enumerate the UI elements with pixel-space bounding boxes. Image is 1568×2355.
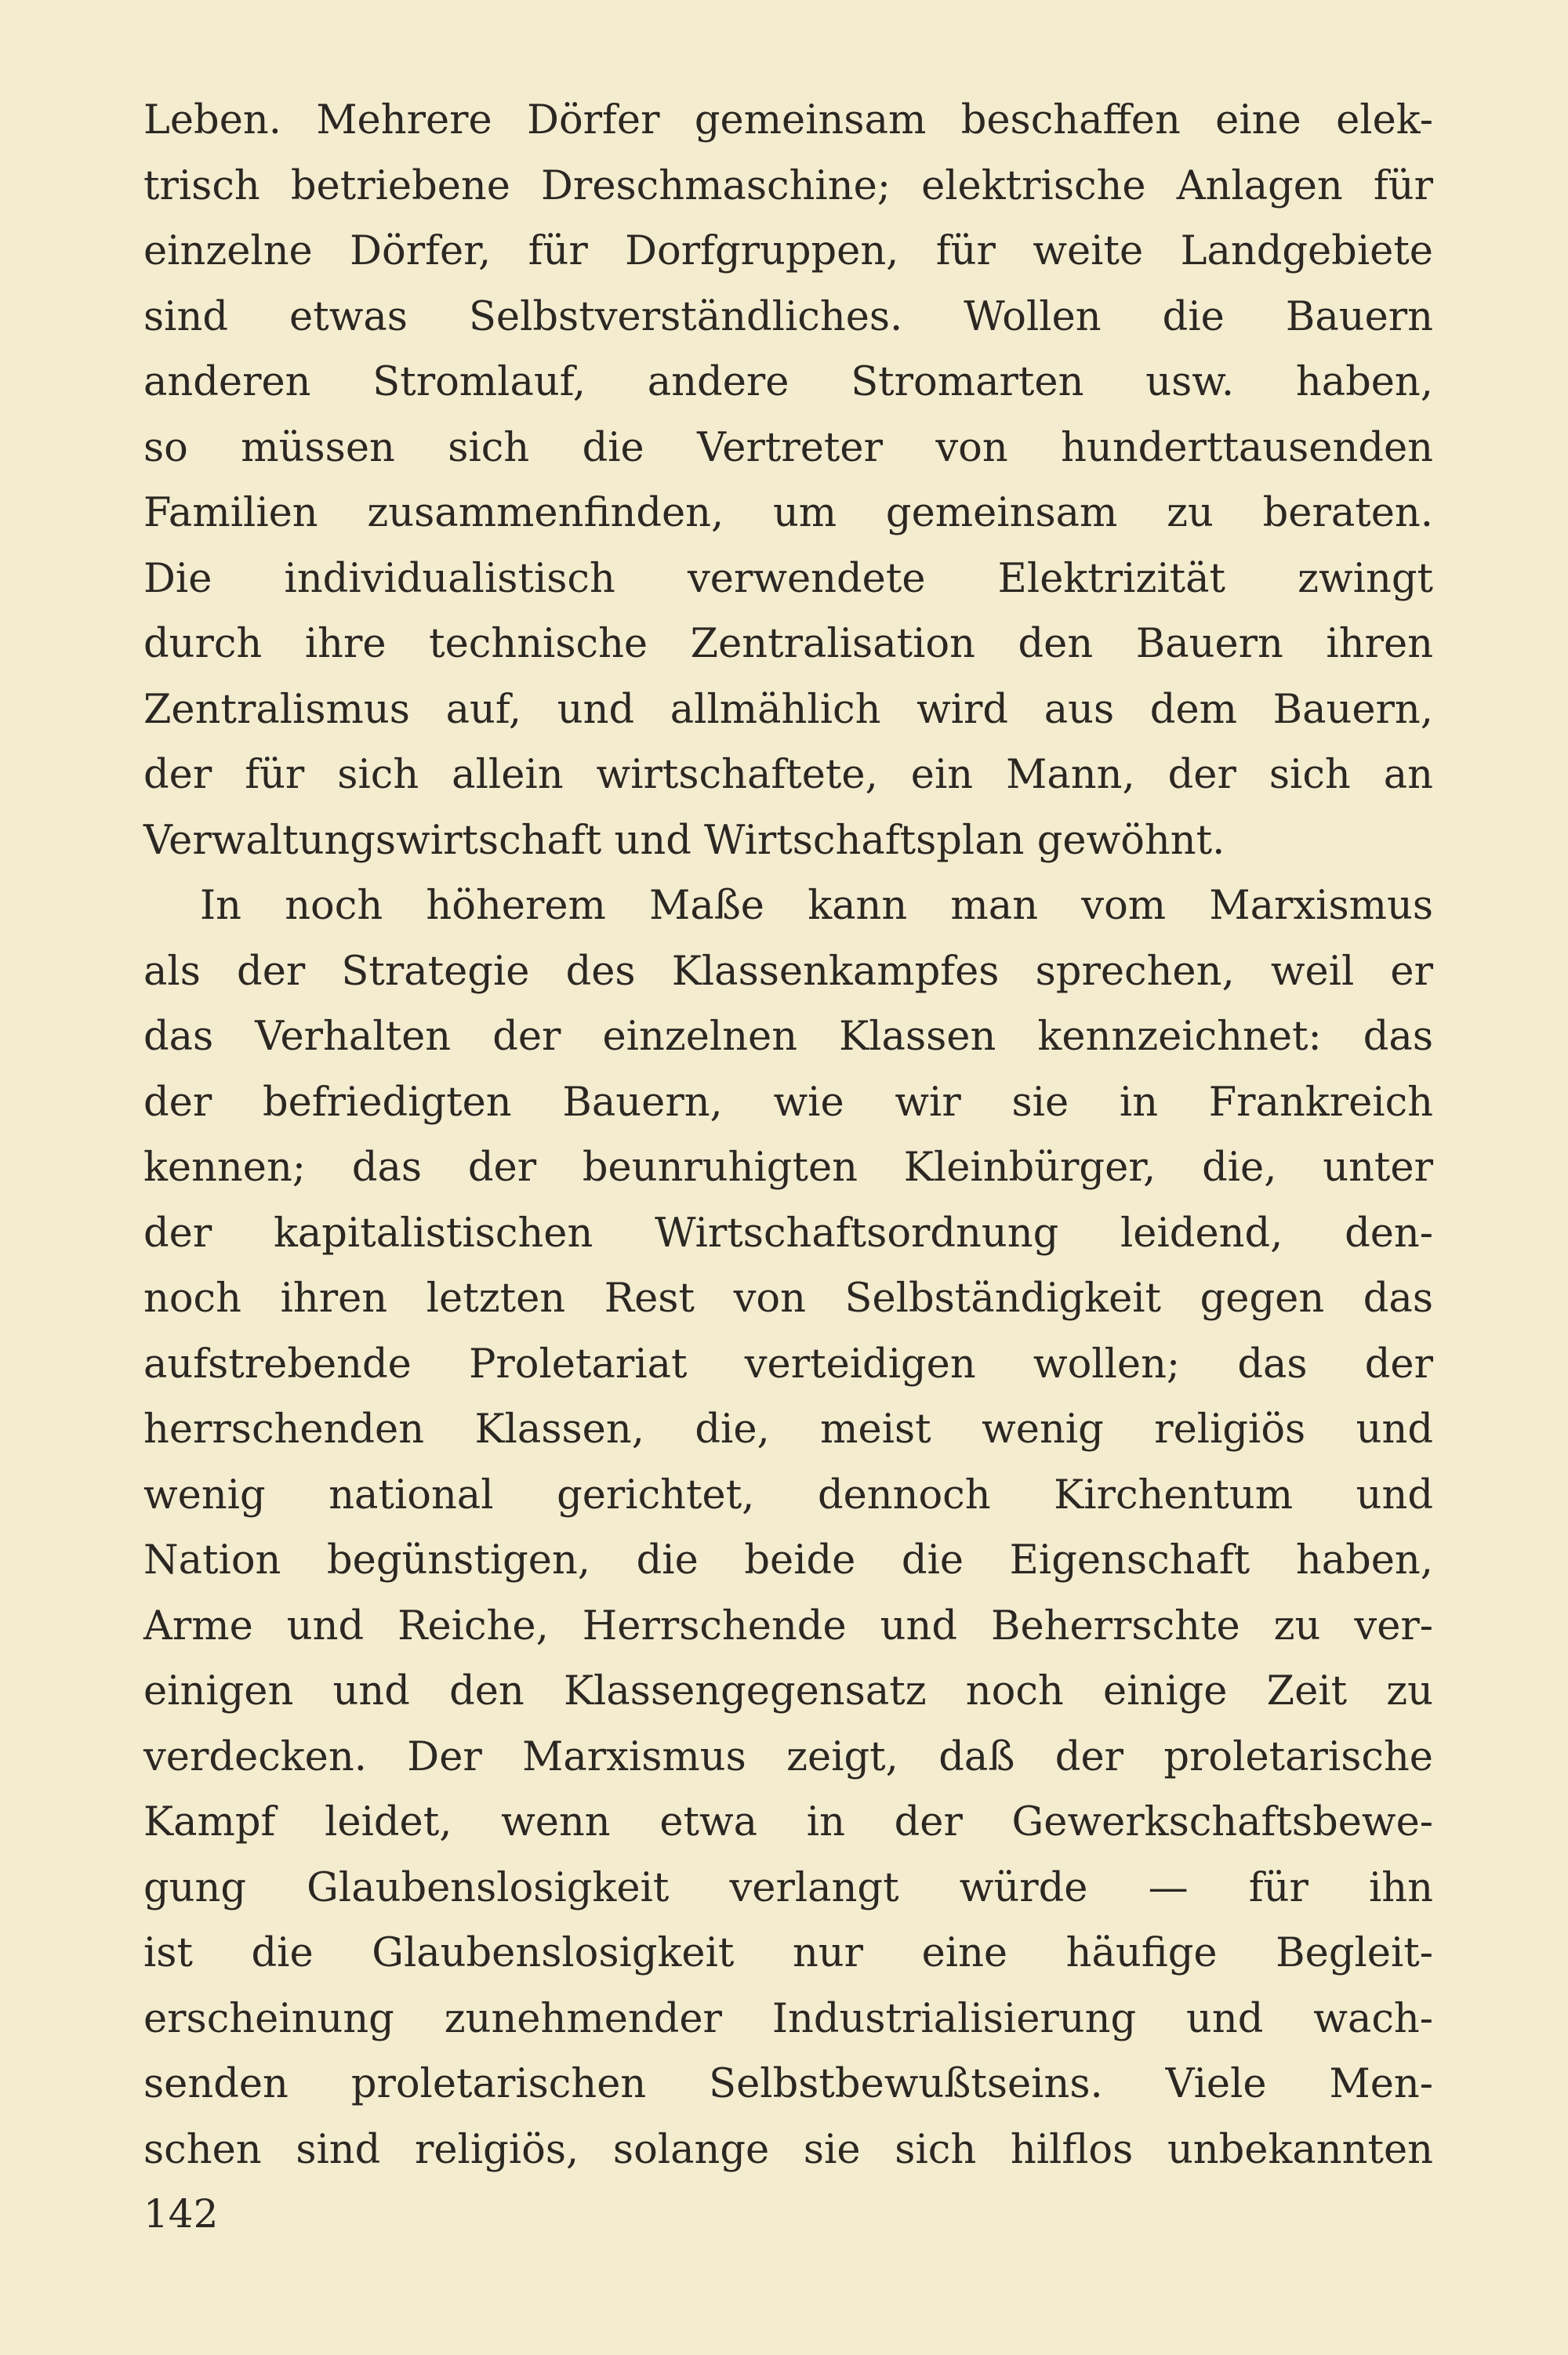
- text-line: kennen; das der beunruhigten Kleinbürger, die, unter: [143, 1145, 1433, 1191]
- text-line: ist die Glaubenslosigkeit nur eine häufige Begleit-: [143, 1930, 1433, 1976]
- text-line: Kampf leidet, wenn etwa in der Gewerkschaftsbewe-: [143, 1799, 1433, 1845]
- text-line: erscheinung zunehmender Industrialisierung und wach-: [143, 1995, 1433, 2042]
- page-number: 142: [143, 2191, 219, 2237]
- text-line: wenig national gerichtet, dennoch Kirchentum und: [143, 1471, 1433, 1519]
- text-line: sind etwas Selbstverständliches. Wollen die Bauern: [143, 293, 1433, 340]
- text-line: der befriedigten Bauern, wie wir sie in Frankreich: [143, 1079, 1433, 1126]
- paragraph-start-line: In noch höherem Maße kann man vom Marxismus: [200, 883, 1433, 929]
- text-line: Die individualistisch verwendete Elektrizität zwingt: [143, 555, 1433, 602]
- text-line: Arme und Reiche, Herrschende und Beherrschte zu ver-: [143, 1602, 1433, 1649]
- body-text: [143, 88, 1433, 2183]
- text-line: einigen und den Klassengegensatz noch einige Zeit zu: [143, 1668, 1433, 1715]
- text-line: Familien zusammenfinden, um gemeinsam zu beraten.: [143, 490, 1433, 536]
- text-line: noch ihren letzten Rest von Selbständigkeit gegen das: [143, 1275, 1433, 1322]
- text-line: der für sich allein wirtschaftete, ein Mann, der sich an: [143, 752, 1433, 798]
- text-line: der kapitalistischen Wirtschaftsordnung leidend, den-: [143, 1210, 1433, 1257]
- text-line: schen sind religiös, solange sie sich hilflos unbekannten: [143, 2126, 1433, 2173]
- text-line: Nation begünstigen, die beide die Eigenschaft haben,: [143, 1537, 1433, 1584]
- text-line: Zentralismus auf, und allmählich wird aus dem Bauern,: [143, 686, 1433, 733]
- text-line: einzelne Dörfer, für Dorfgruppen, für weite Landgebiete: [143, 228, 1433, 274]
- text-line: das Verhalten der einzelnen Klassen kennzeichnet: das: [143, 1014, 1433, 1060]
- text-line: verdecken. Der Marxismus zeigt, daß der proletarische: [143, 1733, 1433, 1780]
- text-line: gung Glaubenslosigkeit verlangt würde — für ihn: [143, 1864, 1433, 1911]
- text-line: so müssen sich die Vertreter von hunderttausenden: [143, 424, 1433, 471]
- text-line: aufstrebende Proletariat verteidigen wollen; das der: [143, 1341, 1433, 1388]
- text-line: herrschenden Klassen, die, meist wenig religiös und: [143, 1406, 1433, 1453]
- text-line: Leben. Mehrere Dörfer gemeinsam beschaffen eine elek-: [143, 97, 1433, 143]
- text-line: trisch betriebene Dreschmaschine; elektrische Anlagen für: [143, 162, 1433, 209]
- text-line: als der Strategie des Klassenkampfes sprechen, weil er: [143, 948, 1433, 995]
- text-line: senden proletarischen Selbstbewußtseins. Viele Men-: [143, 2061, 1433, 2107]
- text-line: durch ihre technische Zentralisation den Bauern ihren: [143, 621, 1433, 667]
- text-line: anderen Stromlauf, andere Stromarten usw. haben,: [143, 359, 1433, 405]
- paragraph-end-line: Verwaltungswirtschaft und Wirtschaftsplan gewöhnt.: [143, 817, 1225, 864]
